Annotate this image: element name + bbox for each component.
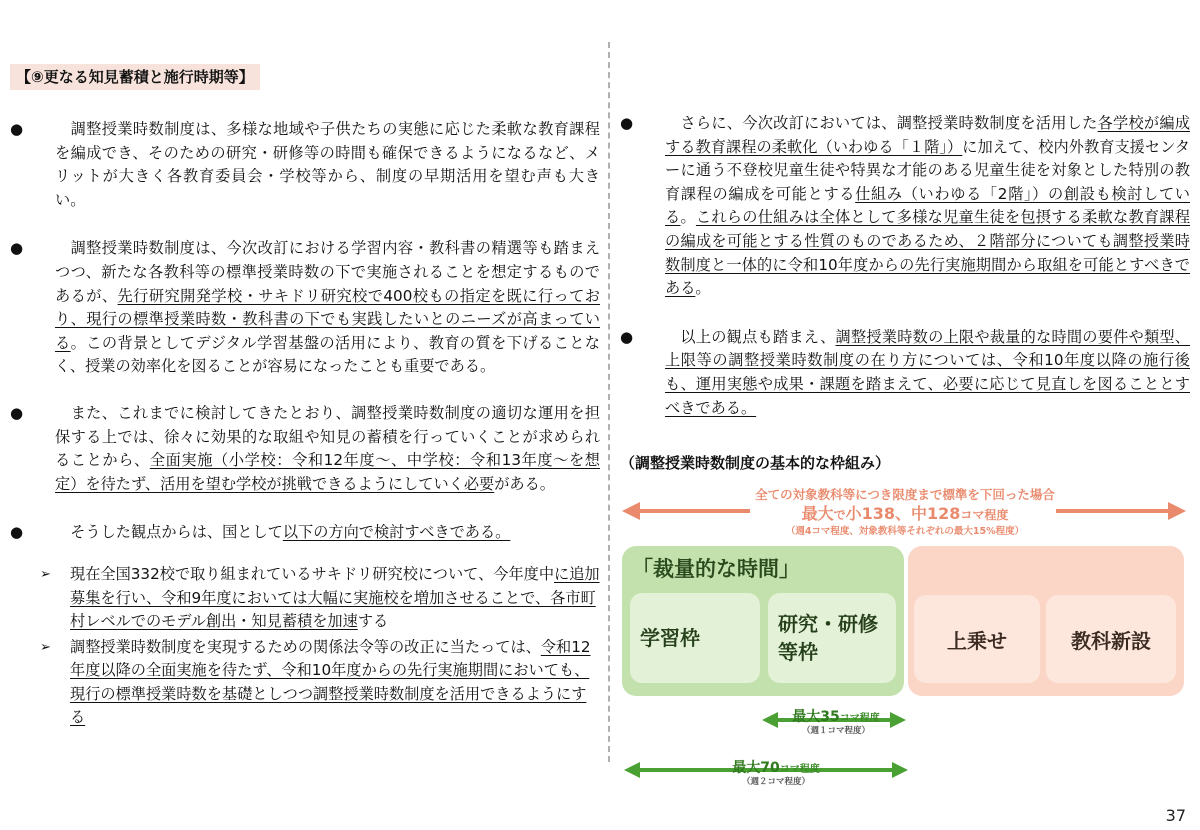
text: 現在全国332校で取り組まれているサキドリ研究校について、今年度中 xyxy=(70,564,555,583)
bullet-icon: ● xyxy=(10,239,24,258)
text: 調整授業時数制度を実現するための関係法令等の改正に当たっては、 xyxy=(70,637,541,656)
text: する xyxy=(357,612,389,631)
research-slot-box xyxy=(768,593,896,683)
figure-top-caption: 全ての対象教科等につき限度まで標準を下回った場合 xyxy=(755,487,1055,502)
max-35-note: （週１コマ程度） xyxy=(801,726,870,736)
text: がある。 xyxy=(494,474,555,493)
bullet-icon: ● xyxy=(10,403,24,422)
max-35-label xyxy=(774,706,898,736)
underlined-text: 各学校が編成する教育課程の柔軟化（いわゆる「１階」） xyxy=(665,114,1191,156)
text: 以上の観点も踏まえ、 xyxy=(665,327,836,346)
max-70-big: 最大 xyxy=(732,760,761,776)
add-on-label: 上乗せ xyxy=(947,628,1007,653)
max-value: 小138、中128 xyxy=(845,504,961,523)
text: 。 xyxy=(680,208,696,227)
discretionary-time-title: 「裁量的な時間」 xyxy=(632,557,800,581)
new-subject-label: 教科新設 xyxy=(1071,628,1151,653)
text: 調整授業時数制度は、多様な地域や子供たちの実態に応じた柔軟な教育課程を編成でき、そのための研究・研修等の時間も確保できるようになるなど、メリットが大きく各教育委員会・学校等から、制度の早期活用を望む声も大きい。 xyxy=(55,120,600,209)
new-subject-box xyxy=(1046,595,1176,683)
bullet-icon: ● xyxy=(10,120,24,138)
section-heading: 【⑨更なる知見蓄積と施行時期等】 xyxy=(10,64,260,90)
underlined-text: 先行研究開発学校・サキドリ研究校で400校もの指定を既に行っており、現行の標準授業時数・教科書の下でも実践したいとのニーズが高まっている xyxy=(55,286,600,352)
text: そうした観点からは、国として xyxy=(55,523,283,542)
text: 。 xyxy=(695,279,711,298)
underlined-text: 令和12年度以降の全面実施を待たず、令和10年度からの先行実施期間においても、現行の標準授業時数を基礎としつつ調整授業時数制度を活用できるようにする xyxy=(70,637,591,727)
underlined-text: これらの仕組みは全体として多様な児童生徒を包摂する柔軟な教育課程の編成を可能とする性質のものであるため、２階部分についても調整授業時数制度と一体的に令和10年度からの先行実施期間から取組を可能とすべきである xyxy=(665,208,1191,298)
text: 。この背景としてデジタル学習基盤の活用により、教育の質を下げることなく、授業の効率化を図ることが容易になったことも重要である。 xyxy=(55,333,600,376)
text: 調整授業時数制度は、今次改訂における学習内容・教科書の精選等も踏まえつつ、新たな各教科等の標準授業時数の下で実施されることを想定するものであるが、 xyxy=(55,239,600,305)
text: また、これまでに検討してきたとおり、調整授業時数制度の適切な運用を担保する上では、徐々に効果的な取組や知見の蓄積を行っていくことが求められることから、 xyxy=(55,403,601,470)
bullet-icon: ● xyxy=(620,327,634,346)
max-de: で xyxy=(833,508,846,522)
max-35-unit: コマ程度 xyxy=(839,713,880,724)
underlined-text: 全面実施（小学校：令和12年度～、中学校：令和13年度～を想定）を待たず、活用を望む学校が挑戦できるようにしていく必要 xyxy=(55,451,600,493)
page-number: 37 xyxy=(1165,806,1186,825)
salmon-arrow-left xyxy=(622,502,750,520)
figure-title: （調整授業時数制度の基本的な枠組み） xyxy=(620,454,891,472)
figure-top-note: （週4コマ程度、対象教科等それぞれの最大15%程度） xyxy=(785,526,1025,537)
max-35-big: 最大 xyxy=(792,709,821,725)
max-70-note: （週２コマ程度） xyxy=(741,777,810,787)
text: さらに、今次改訂においては、調整授業時数制度を活用した xyxy=(665,114,1098,132)
max-35-value: 35 xyxy=(820,709,840,725)
text: に加えて、校内外教育支援センターに通う不登校児童生徒や特異な才能のある児童生徒を対象とした特別の教育課程の編成を可能とする xyxy=(665,137,1190,203)
learning-slot-label: 学習枠 xyxy=(640,626,700,650)
max-label: 最大 xyxy=(801,504,834,523)
max-70-unit: コマ程度 xyxy=(779,764,820,775)
salmon-arrow-right xyxy=(1056,502,1186,520)
underlined-text: 以下の方向で検討すべきである。 xyxy=(282,523,511,542)
max-70-label xyxy=(706,757,846,787)
add-on-box xyxy=(914,595,1040,683)
bullet-icon: ● xyxy=(10,523,24,542)
underlined-text: に追加募集を行い、令和9年度においては大幅に実施校を増加させることで、各市町村レベルでのモデル創出・知見蓄積を加速 xyxy=(70,564,600,631)
max-unit: コマ程度 xyxy=(960,508,1009,522)
underlined-text: 仕組み（いわゆる「2階」）の創設も検討している xyxy=(665,184,1190,227)
research-slot-label: 研究・研修等枠 xyxy=(778,612,878,664)
arrow-bullet-icon: ➢ xyxy=(40,639,51,655)
underlined-text: 調整授業時数の上限や裁量的な時間の要件や類型、上限等の調整授業時数制度の在り方については、令和10年度以降の施行後も、運用実態や成果・課題を踏まえて、必要に応じて見直しを図ることとすべきである。 xyxy=(665,327,1190,417)
learning-slot-box xyxy=(630,593,760,683)
bullet-icon: ● xyxy=(620,114,634,132)
max-70-value: 70 xyxy=(760,760,780,776)
arrow-bullet-icon: ➢ xyxy=(40,566,51,582)
